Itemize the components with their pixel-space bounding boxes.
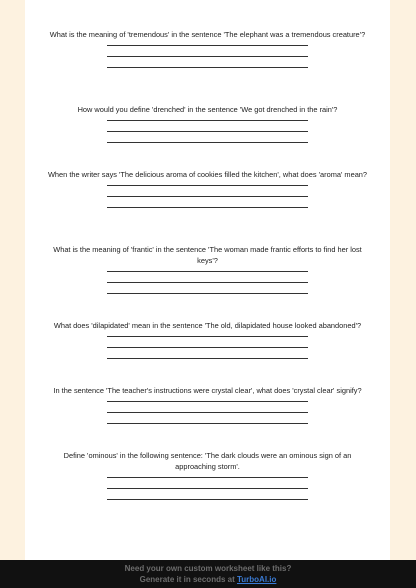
question-7	[25, 450, 390, 510]
question-5	[25, 320, 390, 369]
answer-line[interactable]	[107, 131, 308, 132]
question-3	[25, 169, 390, 218]
answer-line[interactable]	[107, 488, 308, 489]
answer-lines	[25, 401, 390, 424]
answer-line[interactable]	[107, 56, 308, 57]
answer-lines	[25, 185, 390, 208]
question-text: What does 'dilapidated' mean in the sentence 'The old, dilapidated house looked abandoned'?	[53, 321, 362, 330]
answer-lines	[25, 271, 390, 294]
promo-footer	[0, 560, 416, 588]
footer-line-2	[0, 574, 416, 585]
answer-line[interactable]	[107, 412, 308, 413]
answer-line[interactable]	[107, 423, 308, 424]
answer-line[interactable]	[107, 401, 308, 402]
answer-line[interactable]	[107, 477, 308, 478]
answer-line[interactable]	[107, 45, 308, 46]
answer-lines	[25, 45, 390, 68]
answer-line[interactable]	[107, 358, 308, 359]
question-text: What is the meaning of 'tremendous' in the sentence 'The elephant was a tremendous creature'?	[49, 30, 366, 39]
footer-line-2-text: Generate it in seconds at	[139, 575, 237, 584]
answer-line[interactable]	[107, 347, 308, 348]
answer-lines	[25, 477, 390, 500]
answer-line[interactable]	[107, 185, 308, 186]
question-text: Define 'ominous' in the following sentence: 'The dark clouds were an ominous sign of an approaching storm'.	[63, 451, 352, 471]
question-2	[25, 104, 390, 153]
answer-line[interactable]	[107, 207, 308, 208]
footer-line-1: Need your own custom worksheet like this?	[124, 564, 292, 573]
answer-line[interactable]	[107, 271, 308, 272]
question-text: How would you define 'drenched' in the sentence 'We got drenched in the rain'?	[77, 105, 338, 114]
answer-line[interactable]	[107, 336, 308, 337]
question-4	[25, 244, 390, 304]
answer-line[interactable]	[107, 282, 308, 283]
question-text: What is the meaning of 'frantic' in the sentence 'The woman made frantic efforts to find her lost keys'?	[53, 245, 362, 265]
turboai-link[interactable]: TurboAI.io	[236, 575, 277, 584]
answer-lines	[25, 336, 390, 359]
answer-line[interactable]	[107, 196, 308, 197]
answer-line[interactable]	[107, 67, 308, 68]
worksheet-page	[25, 0, 390, 560]
answer-lines	[25, 120, 390, 143]
question-text: In the sentence 'The teacher's instructions were crystal clear', what does 'crystal clear' signify?	[53, 386, 362, 395]
answer-line[interactable]	[107, 142, 308, 143]
question-1	[25, 29, 390, 78]
question-text: When the writer says 'The delicious aroma of cookies filled the kitchen', what does 'aroma' mean?	[47, 170, 368, 179]
question-6	[25, 385, 390, 434]
answer-line[interactable]	[107, 499, 308, 500]
answer-line[interactable]	[107, 293, 308, 294]
answer-line[interactable]	[107, 120, 308, 121]
